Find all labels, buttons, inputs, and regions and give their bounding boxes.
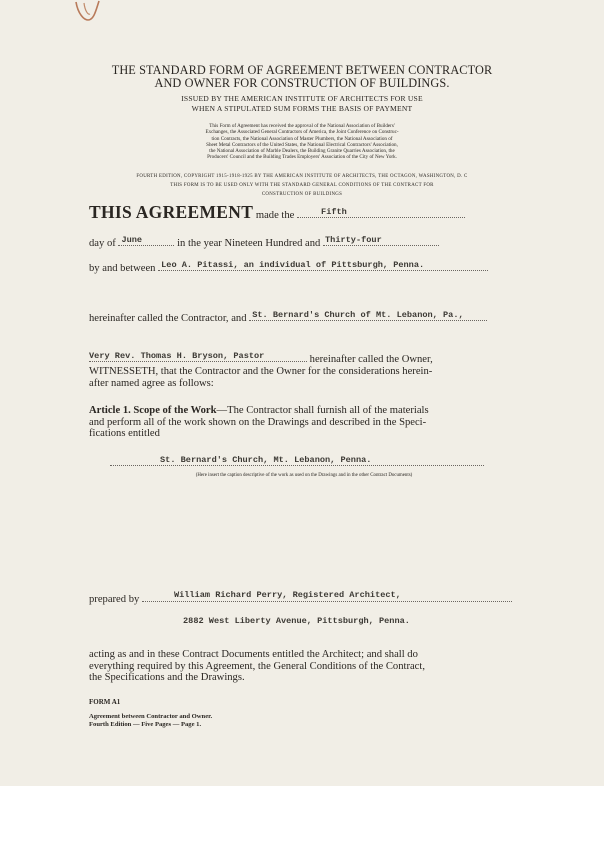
approval-line: This Form of Agreement has received the approval of the National Association of Builders' [209, 123, 395, 129]
owner-value-2: Very Rev. Thomas H. Bryson, Pastor [89, 351, 265, 361]
footer-line-1: Agreement between Contractor and Owner. [89, 713, 213, 720]
approval-line: Exchanges, the Associated General Contractors of America, the Joint Conference on Construc- [205, 129, 399, 136]
month-field [118, 236, 174, 246]
closing-line-3: the Specifications and the Drawings. [89, 672, 245, 684]
article-1-line-1: —The Contractor shall furnish all of the materials [216, 405, 429, 416]
article-1-line-2: and perform all of the work shown on the Drawings and described in the Speci- [89, 416, 427, 428]
day-field [297, 208, 465, 218]
architect-value: William Richard Perry, Registered Architect, [173, 590, 401, 600]
contractor-line [89, 311, 487, 324]
approval-notice [150, 123, 454, 161]
owner-line [89, 352, 433, 365]
page-margin [0, 786, 612, 842]
approval-line: tion Contracts, the National Association of Master Plumbers, the National Association of [211, 135, 393, 142]
parties-line [89, 261, 488, 274]
by-between-label: by and between [89, 263, 156, 274]
article-1-heading: Article 1. Scope of the Work [89, 405, 217, 416]
caption-note: (Here insert the caption descriptive of the work as used on the Drawings and in the other Contract Documents) [195, 473, 413, 478]
day-of-label: day of [89, 238, 116, 249]
approval-line: the National Association of Marble Dealers, the Building Granite Quarries Association, the [209, 148, 395, 155]
year-field [323, 236, 439, 246]
prepared-by-label: prepared by [89, 594, 140, 605]
article-1-line-3: fications entitled [89, 428, 160, 440]
year-label: in the year Nineteen Hundred and [177, 238, 321, 249]
year-value: Thirty-four [325, 235, 382, 245]
agreement-line [89, 202, 465, 223]
approval-line: Producers' Council and the Building Trades Employers' Association of the City of New York. [207, 154, 397, 161]
witnesseth-line-2: after named agree as follows: [89, 377, 214, 389]
architect-field [142, 592, 512, 602]
architect-address: 2882 West Liberty Avenue, Pittsburgh, Penna. [183, 616, 410, 626]
article-1 [89, 405, 519, 440]
title-line-1: THE STANDARD FORM OF AGREEMENT BETWEEN CONTRACTOR [111, 63, 493, 77]
made-the-label: made the [255, 210, 295, 221]
edition-notice [0, 172, 604, 199]
form-footer [89, 713, 212, 728]
owner-field-1 [249, 311, 487, 321]
paper-clip-mark [72, 0, 102, 26]
work-title-line [110, 456, 484, 469]
prepared-by-line [89, 592, 512, 605]
issued-by [0, 94, 604, 114]
witnesseth-line-1: WITNESSETH, that the Contractor and the Owner for the considerations herein- [89, 366, 433, 377]
form-id: FORM A1 [89, 698, 121, 706]
agreement-heading: THIS AGREEMENT [89, 202, 254, 222]
approval-line: Sheet Metal Contractors of the United States, the National Electrical Contractors' Association, [206, 141, 398, 148]
edition-line-3: CONSTRUCTION OF BUILDINGS [261, 192, 343, 197]
issued-line-1: ISSUED BY THE AMERICAN INSTITUTE OF ARCHITECTS FOR USE [181, 94, 423, 103]
closing-line-2: everything required by this Agreement, the General Conditions of the Contract, [89, 660, 425, 672]
witnesseth-paragraph [89, 366, 519, 389]
closing-line-1: acting as and in these Contract Documents entitled the Architect; and shall do [89, 649, 418, 660]
owner-field-2 [89, 352, 307, 362]
month-value: June [121, 235, 143, 245]
owner-value-1: St. Bernard's Church of Mt. Lebanon, Pa., [252, 310, 464, 320]
contractor-value: Leo A. Pitassi, an individual of Pittsburgh, Penna. [161, 260, 425, 270]
edition-line-2: THIS FORM IS TO BE USED ONLY WITH THE STANDARD GENERAL CONDITIONS OF THE CONTRACT FOR [170, 183, 434, 188]
form-title [0, 64, 604, 90]
edition-line-1: FOURTH EDITION, COPYRIGHT 1915-1918-1925 BY THE AMERICAN INSTITUTE OF ARCHITECTS, THE OCTAGON, WASHINGTON, D. C [136, 174, 468, 179]
day-value: Fifth [321, 207, 347, 217]
footer-line-2: Fourth Edition — Five Pages — Page 1. [89, 720, 202, 728]
hereinafter-contractor-label: hereinafter called the Contractor, and [89, 313, 247, 324]
hereinafter-owner-label: hereinafter called the Owner, [309, 354, 433, 365]
contractor-field [158, 261, 488, 271]
closing-paragraph [89, 649, 519, 684]
date-line [89, 236, 439, 249]
issued-line-2: WHEN A STIPULATED SUM FORMS THE BASIS OF PAYMENT [191, 104, 413, 113]
title-line-2: AND OWNER FOR CONSTRUCTION OF BUILDINGS. [154, 76, 450, 90]
work-title-field [110, 456, 484, 466]
work-title-value: St. Bernard's Church, Mt. Lebanon, Penna. [160, 455, 372, 465]
